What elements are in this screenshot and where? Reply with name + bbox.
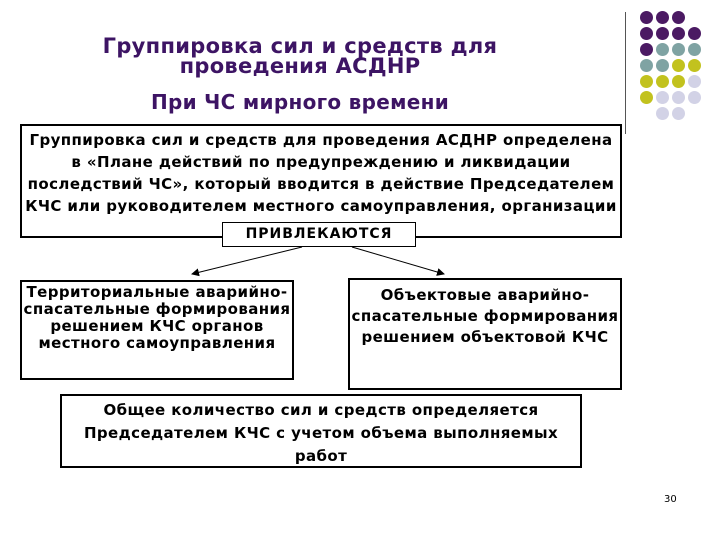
object-formations-box: Объектовые аварийно-спасательные формирования решением объектовой КЧС [348,278,622,390]
slide-subtitle: При ЧС мирного времени [150,90,450,114]
page-number: 30 [664,494,677,505]
arrow-to-object [352,247,444,274]
attract-label-box: ПРИВЛЕКАЮТСЯ [222,222,416,247]
total-forces-box: Общее количество сил и средств определяется Председателем КЧС с учетом объема выполняемых работ [60,394,582,468]
arrow-to-territorial [192,247,302,274]
slide-title: Группировка сил и средств для проведения АСДНР [102,34,498,78]
main-description-box: Группировка сил и средств для проведения АСДНР определена в «Плане действий по предупреждению и ликвидации последствий ЧС», который вводится в действие Председателем КЧС или руководителем местного самоуправления, организации [20,124,622,238]
territorial-formations-box: Территориальные аварийно-спасательные формирования решением КЧС органов местного самоуправления [20,280,294,380]
